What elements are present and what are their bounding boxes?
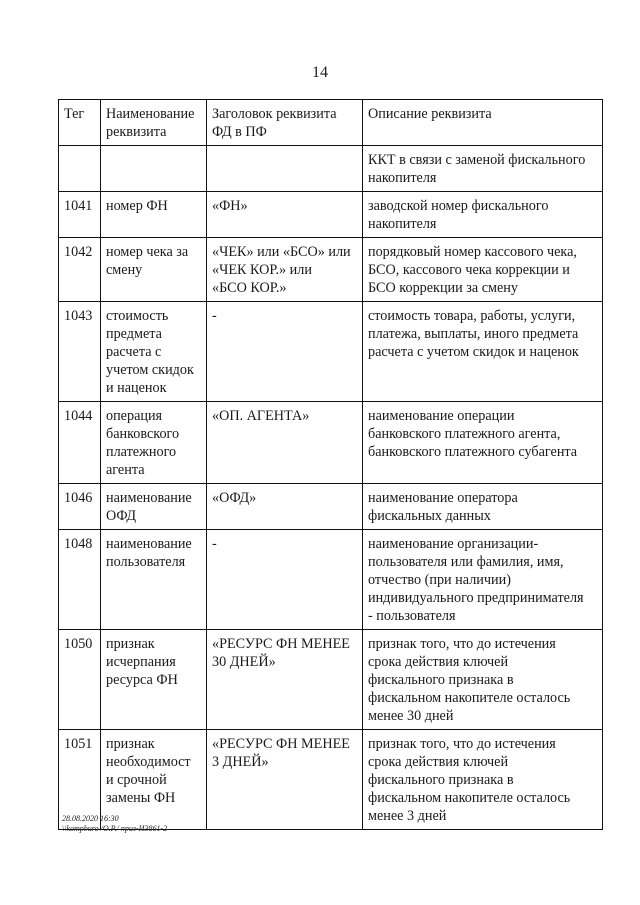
cell-tag: 1041	[59, 192, 101, 238]
cell-tag: 1044	[59, 402, 101, 484]
cell-pf-title: «РЕСУРС ФН МЕНЕЕ 30 ДНЕЙ»	[207, 630, 363, 730]
cell-name: наименование пользователя	[101, 530, 207, 630]
cell-pf-title: «ОФД»	[207, 484, 363, 530]
header-name: Наименование реквизита	[101, 100, 207, 146]
cell-description: заводской номер фискального накопителя	[363, 192, 603, 238]
table-header-row	[59, 100, 603, 146]
cell-tag: 1042	[59, 238, 101, 302]
cell-name	[101, 146, 207, 192]
cell-description: наименование оператора фискальных данных	[363, 484, 603, 530]
cell-description: порядковый номер кассового чека, БСО, кассового чека коррекции и БСО коррекции за смену	[363, 238, 603, 302]
cell-pf-title: -	[207, 302, 363, 402]
table-row	[59, 302, 603, 402]
cell-name: признак необходимост и срочной замены ФН	[101, 730, 207, 830]
requisites-table	[58, 99, 603, 830]
cell-name: признак исчерпания ресурса ФН	[101, 630, 207, 730]
cell-name: номер ФН	[101, 192, 207, 238]
table-row	[59, 530, 603, 630]
table-row	[59, 192, 603, 238]
cell-name: наименование ОФД	[101, 484, 207, 530]
table-row	[59, 146, 603, 192]
cell-description: наименование организации- пользователя или фамилия, имя, отчество (при наличии) индивидуального предпринимателя - пользователя	[363, 530, 603, 630]
cell-description: ККТ в связи с заменой фискального накопителя	[363, 146, 603, 192]
document-footer	[62, 814, 167, 834]
header-tag: Тег	[59, 100, 101, 146]
cell-name: номер чека за смену	[101, 238, 207, 302]
footer-file-path: \\kompburo /О.Р./ приз-И3861-2	[62, 824, 168, 833]
cell-description: признак того, что до истечения срока действия ключей фискального признака в фискальном накопителе осталось менее 30 дней	[363, 630, 603, 730]
cell-pf-title: «РЕСУРС ФН МЕНЕЕ 3 ДНЕЙ»	[207, 730, 363, 830]
cell-tag	[59, 146, 101, 192]
cell-description: наименование операции банковского платежного агента, банковского платежного субагента	[363, 402, 603, 484]
cell-tag: 1051	[59, 730, 101, 830]
cell-tag: 1050	[59, 630, 101, 730]
cell-pf-title: «ЧЕК» или «БСО» или «ЧЕК КОР.» или «БСО КОР.»	[207, 238, 363, 302]
cell-description: стоимость товара, работы, услуги, платежа, выплаты, иного предмета расчета с учетом скидок и наценок	[363, 302, 603, 402]
cell-pf-title	[207, 146, 363, 192]
cell-tag: 1048	[59, 530, 101, 630]
header-pf-title: Заголовок реквизита ФД в ПФ	[207, 100, 363, 146]
table-row	[59, 238, 603, 302]
table-row	[59, 402, 603, 484]
header-description: Описание реквизита	[363, 100, 603, 146]
cell-description: признак того, что до истечения срока действия ключей фискального признака в фискальном накопителе осталось менее 3 дней	[363, 730, 603, 830]
cell-tag: 1043	[59, 302, 101, 402]
cell-pf-title: «ОП. АГЕНТА»	[207, 402, 363, 484]
footer-timestamp: 28.08.2020 16:30	[62, 814, 119, 823]
cell-pf-title: «ФН»	[207, 192, 363, 238]
cell-tag: 1046	[59, 484, 101, 530]
table-row	[59, 484, 603, 530]
cell-name: стоимость предмета расчета с учетом скидок и наценок	[101, 302, 207, 402]
cell-name: операция банковского платежного агента	[101, 402, 207, 484]
cell-pf-title: -	[207, 530, 363, 630]
page-number: 14	[312, 64, 328, 81]
table-row	[59, 630, 603, 730]
